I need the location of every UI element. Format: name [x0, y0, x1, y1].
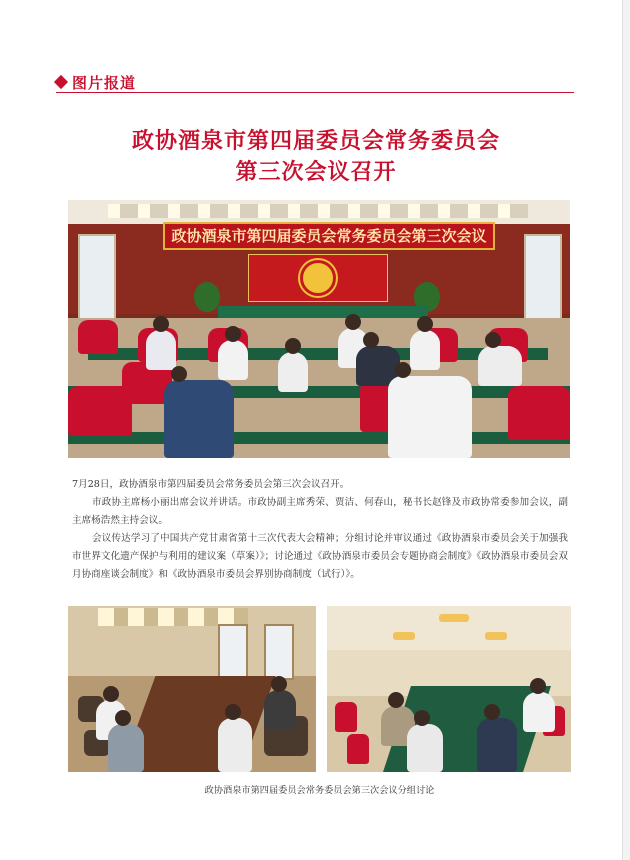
attendee	[407, 724, 443, 772]
chair	[508, 386, 570, 440]
body-paragraph: 市政协主席杨小丽出席会议并讲话。市政协副主席秀荣、贾洁、何春山，秘书长赵锋及市政协常委参加会议，副主席杨浩然主持会议。	[72, 497, 568, 526]
ceiling-lamp	[439, 614, 469, 622]
window	[264, 624, 294, 680]
meeting-banner: 政协酒泉市第四届委员会常务委员会第三次会议	[163, 222, 495, 250]
cppcc-emblem-icon	[300, 260, 336, 296]
chair	[335, 702, 357, 732]
ceiling-lamp	[393, 632, 415, 640]
window-left	[78, 234, 116, 324]
attendee	[108, 724, 144, 772]
attendee	[523, 692, 555, 732]
attendee	[164, 380, 234, 458]
attendee	[218, 340, 248, 380]
attendee	[264, 690, 296, 730]
window-right	[524, 234, 562, 324]
group-discussion-photo-right	[327, 606, 571, 772]
desk-row	[68, 432, 570, 444]
attendee	[478, 346, 522, 386]
attendee	[278, 352, 308, 392]
ceiling	[68, 200, 570, 224]
article-title-line1: 政协酒泉市第四届委员会常务委员会	[131, 128, 500, 154]
attendee	[218, 718, 252, 772]
window	[218, 624, 248, 680]
photo-caption: 政协酒泉市第四届委员会常务委员会第三次会议分组讨论	[204, 785, 435, 796]
body-paragraph: 7月28日，政协酒泉市第四届委员会常务委员会第三次会议召开。	[72, 479, 350, 490]
body-paragraph: 会议传达学习了中国共产党甘肃省第十三次代表大会精神；分组讨论并审议通过《政协酒泉市委员会关于加强我市世界文化遗产保护与利用的建议案（草案）》；讨论通过《政协酒泉市委员会专题协商会制度》《政协酒泉市委员会双月协商座谈会制度》和《政协酒泉市委员会界别协商制度（试行）》。	[72, 533, 568, 580]
chair	[78, 320, 118, 354]
section-label: 图片报道	[72, 74, 137, 92]
attendee	[410, 330, 440, 370]
header-divider	[56, 92, 574, 93]
ceiling-lamp	[485, 632, 507, 640]
main-meeting-photo	[68, 200, 570, 458]
section-header	[56, 72, 574, 94]
attendee	[477, 718, 517, 772]
diamond-icon	[54, 75, 68, 89]
plant-icon	[194, 282, 220, 312]
ceiling	[327, 606, 571, 650]
attendee	[388, 376, 472, 458]
chair	[347, 734, 369, 764]
page-edge	[622, 0, 630, 860]
article-body	[72, 476, 568, 584]
attendee	[146, 330, 176, 370]
article-title-line2: 第三次会议召开	[235, 159, 397, 185]
group-discussion-photo-left	[68, 606, 316, 772]
